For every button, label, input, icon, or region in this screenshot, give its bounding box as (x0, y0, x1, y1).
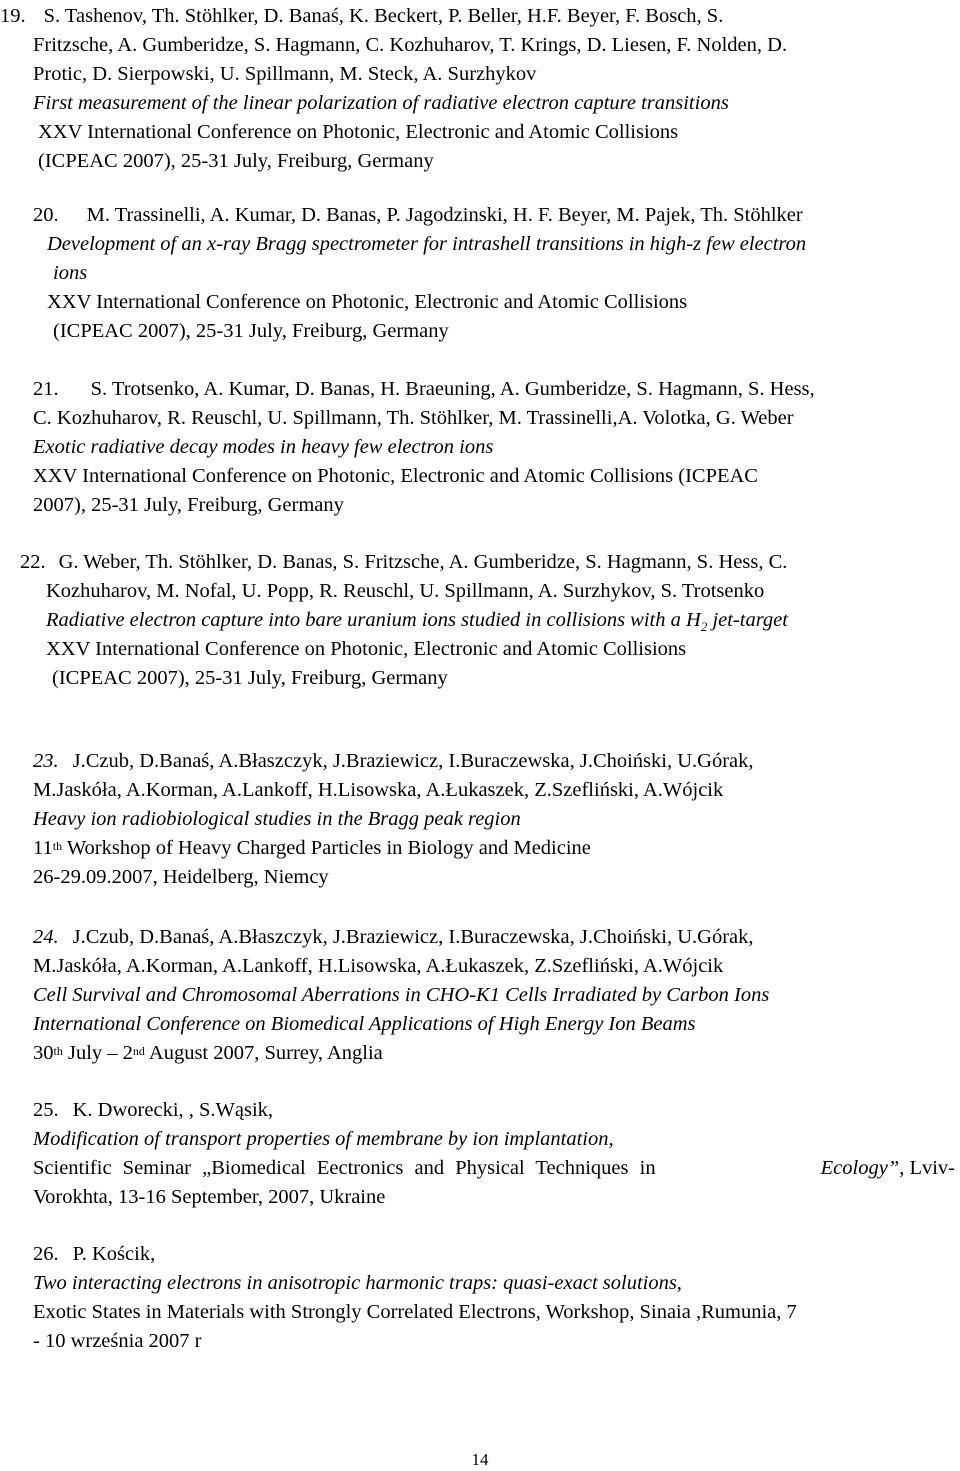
venue-line: 2007), 25-31 July, Freiburg, Germany (33, 494, 344, 516)
publication-title: Exotic radiative decay modes in heavy few electron ions (33, 436, 494, 458)
reference-entry-22 (20, 548, 788, 693)
venue-line: International Conference on Biomedical Applications of High Energy Ion Beams (33, 1013, 696, 1035)
authors-line: G. Weber, Th. Stöhlker, D. Banas, S. Fritzsche, A. Gumberidze, S. Hagmann, S. Hess, C. (58, 551, 788, 573)
reference-entry-24 (33, 923, 769, 1068)
reference-entry-25 (33, 1096, 955, 1212)
venue-line: XXV International Conference on Photonic, Electronic and Atomic Collisions (46, 638, 687, 660)
venue-line: Vorokhta, 13-16 September, 2007, Ukraine (33, 1186, 386, 1208)
venue-line: XXV International Conference on Photonic, Electronic and Atomic Collisions (ICPEAC (33, 465, 758, 487)
venue-line: XXV International Conference on Photonic, Electronic and Atomic Collisions (47, 291, 688, 313)
venue-line: - 10 września 2007 r (33, 1330, 202, 1352)
venue-line: (ICPEAC 2007), 25-31 July, Freiburg, Germany (53, 320, 449, 342)
reference-entry-26 (33, 1240, 797, 1356)
authors-line: P. Kościk, (72, 1243, 156, 1265)
entry-number: 26. (33, 1243, 59, 1265)
venue-line: (ICPEAC 2007), 25-31 July, Freiburg, Germany (38, 150, 434, 172)
authors-line: Kozhuharov, M. Nofal, U. Popp, R. Reuschl, U. Spillmann, A. Surzhykov, S. Trotsenko (46, 580, 765, 602)
reference-entry-19 (0, 2, 787, 176)
publication-title: Modification of transport properties of membrane by ion implantation, (33, 1128, 614, 1150)
entry-number: 25. (33, 1099, 59, 1121)
authors-line: J.Czub, D.Banaś, A.Błaszczyk, J.Braziewicz, I.Buraczewska, J.Choiński, U.Górak, (72, 750, 754, 772)
venue-line: 11th Workshop of Heavy Charged Particles in Biology and Medicine (33, 837, 591, 859)
publication-title: Cell Survival and Chromosomal Aberrations in CHO-K1 Cells Irradiated by Carbon Ions (33, 984, 770, 1006)
publication-title: Radiative electron capture into bare uranium ions studied in collisions with a $H_2$ jet-target (46, 609, 788, 634)
entry-number: 22. (20, 551, 46, 573)
venue-line: (ICPEAC 2007), 25-31 July, Freiburg, Germany (52, 667, 448, 689)
reference-entry-23 (33, 747, 754, 892)
entry-number: 19. (0, 5, 26, 27)
publication-title: Two interacting electrons in anisotropic harmonic traps: quasi-exact solutions, (33, 1272, 682, 1294)
reference-entry-21 (33, 375, 815, 520)
publication-title: Development of an x-ray Bragg spectrometer for intrashell transitions in high-z few electron (47, 233, 807, 255)
venue-line: Scientific Seminar „Biomedical Eectronics and Physical Techniques in Ecology”, Lviv- (33, 1157, 955, 1179)
authors-line: Fritzsche, A. Gumberidze, S. Hagmann, C. Kozhuharov, T. Krings, D. Liesen, F. Nolden, D. (33, 34, 788, 56)
entry-number: 21. (33, 378, 59, 400)
date-line: 30th July – 2nd August 2007, Surrey, Anglia (33, 1042, 383, 1064)
authors-line: C. Kozhuharov, R. Reuschl, U. Spillmann, Th. Stöhlker, M. Trassinelli,A. Volotka, G. Weber (33, 407, 794, 429)
authors-line: Protic, D. Sierpowski, U. Spillmann, M. Steck, A. Surzhykov (33, 63, 537, 85)
authors-line: S. Tashenov, Th. Stöhlker, D. Banaś, K. Beckert, P. Beller, H.F. Beyer, F. Bosch, S. (43, 5, 724, 27)
entry-number: 20. (33, 204, 59, 226)
authors-line: M. Trassinelli, A. Kumar, D. Banas, P. Jagodzinski, H. F. Beyer, M. Pajek, Th. Stöhlker (86, 204, 803, 226)
date-line: 26-29.09.2007, Heidelberg, Niemcy (33, 866, 329, 888)
venue-line: Exotic States in Materials with Strongly Correlated Electrons, Workshop, Sinaia ,Rumunia, 7 (33, 1301, 797, 1323)
entry-number: 23. (33, 750, 59, 772)
entry-number: 24. (33, 926, 59, 948)
authors-line: K. Dworecki, , S.Wąsik, (72, 1099, 274, 1121)
page-number: 14 (471, 1450, 489, 1469)
publication-title: Heavy ion radiobiological studies in the Bragg peak region (33, 808, 521, 830)
authors-line: S. Trotsenko, A. Kumar, D. Banas, H. Braeuning, A. Gumberidze, S. Hagmann, S. Hess, (90, 378, 815, 400)
authors-line: J.Czub, D.Banaś, A.Błaszczyk, J.Braziewicz, I.Buraczewska, J.Choiński, U.Górak, (72, 926, 754, 948)
authors-line: M.Jaskóła, A.Korman, A.Lankoff, H.Lisowska, A.Łukaszek, Z.Szefliński, A.Wójcik (33, 955, 724, 977)
venue-line: XXV International Conference on Photonic, Electronic and Atomic Collisions (38, 121, 679, 143)
publication-title: ions (53, 262, 88, 284)
reference-entry-20 (33, 201, 806, 346)
publication-title: First measurement of the linear polarization of radiative electron capture transitions (33, 92, 729, 114)
authors-line: M.Jaskóła, A.Korman, A.Lankoff, H.Lisowska, A.Łukaszek, Z.Szefliński, A.Wójcik (33, 779, 724, 801)
